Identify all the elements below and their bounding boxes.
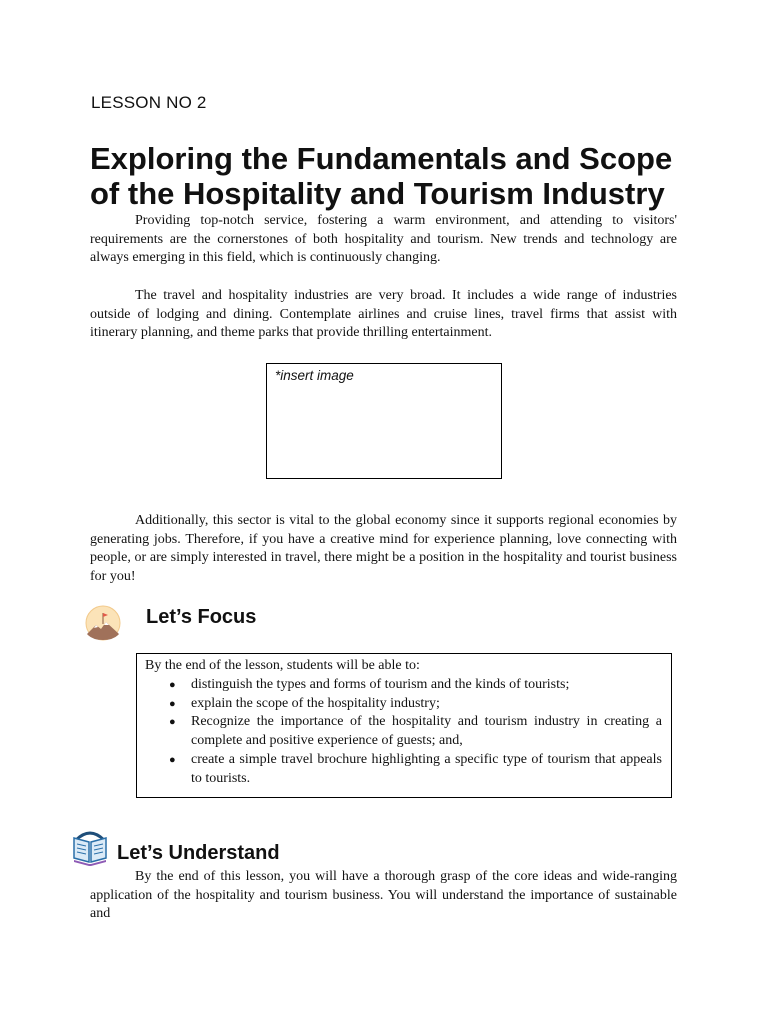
objective-item: ● create a simple travel brochure highlighting a specific type of tourism that appeals to tourists. [145, 751, 662, 788]
objective-item: ● distinguish the types and forms of tourism and the kinds of tourists; [145, 676, 662, 695]
image-placeholder-label: *insert image [275, 368, 354, 383]
mountain-flag-icon [84, 604, 122, 642]
objectives-intro: By the end of the lesson, students will be able to: [145, 658, 420, 673]
intro-paragraph: Providing top-notch service, fostering a warm environment, and attending to visitors' requirements are the cornerstones of both hospitality and tourism. New trends and technology are always emerging in this field, which is continuously changing. [90, 213, 677, 266]
objective-item: ● explain the scope of the hospitality industry; [145, 695, 662, 714]
image-placeholder [266, 363, 502, 479]
scope-paragraph: The travel and hospitality industries are very broad. It includes a wide range of industries outside of lodging and dining. Contemplate airlines and cruise lines, travel firms that assist with itinerary planning, and theme parks that provide thrilling entertainment. [90, 288, 677, 341]
objectives-box [136, 653, 672, 798]
page-title: Exploring the Fundamentals and Scope of the Hospitality and Tourism Industry [90, 141, 673, 211]
economy-paragraph: Additionally, this sector is vital to the global economy since it supports regional economies by generating jobs. Therefore, if you have a creative mind for experience planning, love connecting with people, or are simply interested in travel, there might be a position in the hospitality and tourist business for you! [90, 513, 677, 585]
lets-focus-heading: Let’s Focus [146, 606, 257, 628]
objective-item: ● Recognize the importance of the hospitality and tourism industry in creating a complete and positive experience of guests; and, [145, 713, 662, 750]
open-book-icon [70, 826, 110, 866]
lesson-number: LESSON NO 2 [91, 93, 207, 112]
lets-understand-heading: Let’s Understand [117, 842, 280, 864]
understand-paragraph: By the end of this lesson, you will have a thorough grasp of the core ideas and wide-ranging application of the hospitality and tourism business. You will understand the importance of sustainable and [90, 869, 677, 922]
objectives-list [145, 676, 662, 788]
